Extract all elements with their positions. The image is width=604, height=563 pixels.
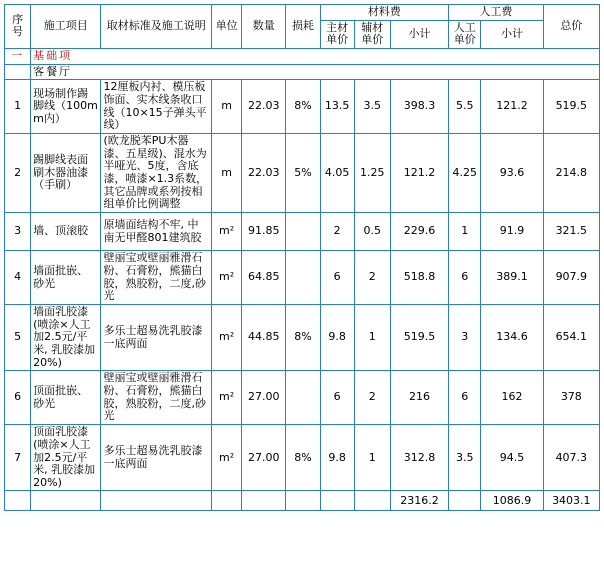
row-aux-price: 0.5 xyxy=(354,213,390,251)
row-main-price: 2 xyxy=(320,213,354,251)
totals-aux-price xyxy=(354,491,390,511)
row-material-subtotal: 121.2 xyxy=(390,134,448,213)
row-labor-subtotal: 389.1 xyxy=(481,251,543,305)
row-qty: 91.85 xyxy=(242,213,286,251)
row-unit: m² xyxy=(212,371,242,425)
row-aux-price: 1.25 xyxy=(354,134,390,213)
row-material-subtotal: 312.8 xyxy=(390,425,448,491)
row-loss xyxy=(286,213,320,251)
row-item: 现场制作踢脚线（100mm内） xyxy=(31,80,101,134)
row-labor-subtotal: 134.6 xyxy=(481,305,543,371)
row-seq: 6 xyxy=(5,371,31,425)
row-desc: 12厘板内衬、模压板饰面、实木线条收口线（10×15子弹头平线） xyxy=(101,80,212,134)
row-total: 519.5 xyxy=(543,80,599,134)
row-desc: 壁丽宝或壁丽雅滑石粉、石膏粉，熊猫白胶，熟胶粉，二度,砂光 xyxy=(101,371,212,425)
header-material-subtotal: 小计 xyxy=(390,20,448,48)
row-labor-subtotal: 93.6 xyxy=(481,134,543,213)
row-loss: 8% xyxy=(286,425,320,491)
row-item: 墙面乳胶漆(喷涂×人工加2.5元/平米, 乳胶漆加20%) xyxy=(31,305,101,371)
row-loss xyxy=(286,371,320,425)
row-labor-price: 5.5 xyxy=(449,80,481,134)
totals-seq xyxy=(5,491,31,511)
table-body xyxy=(5,48,600,511)
row-item: 踢脚线表面刷木器油漆（手刷） xyxy=(31,134,101,213)
row-qty: 27.00 xyxy=(242,425,286,491)
row-item: 顶面乳胶漆(喷涂×人工加2.5元/平米, 乳胶漆加20%) xyxy=(31,425,101,491)
section-title: 基础项 xyxy=(31,48,600,64)
row-material-subtotal: 518.8 xyxy=(390,251,448,305)
table-row[interactable] xyxy=(5,213,600,251)
row-aux-price: 2 xyxy=(354,371,390,425)
row-main-price: 6 xyxy=(320,251,354,305)
header-desc: 取材标准及施工说明 xyxy=(101,5,212,49)
totals-grand: 3403.1 xyxy=(543,491,599,511)
row-loss: 8% xyxy=(286,80,320,134)
subsection-row-living-dining xyxy=(5,64,600,80)
row-labor-subtotal: 162 xyxy=(481,371,543,425)
row-loss: 8% xyxy=(286,305,320,371)
row-unit: m² xyxy=(212,305,242,371)
row-main-price: 4.05 xyxy=(320,134,354,213)
header-item: 施工项目 xyxy=(31,5,101,49)
row-labor-price: 3.5 xyxy=(449,425,481,491)
subsection-number xyxy=(5,64,31,80)
row-aux-price: 2 xyxy=(354,251,390,305)
table-row[interactable] xyxy=(5,425,600,491)
row-labor-subtotal: 121.2 xyxy=(481,80,543,134)
row-labor-price: 3 xyxy=(449,305,481,371)
totals-labor: 1086.9 xyxy=(481,491,543,511)
row-aux-price: 1 xyxy=(354,425,390,491)
table-row[interactable] xyxy=(5,305,600,371)
row-seq: 1 xyxy=(5,80,31,134)
table-header xyxy=(5,5,600,49)
totals-unit xyxy=(212,491,242,511)
row-material-subtotal: 216 xyxy=(390,371,448,425)
row-total: 321.5 xyxy=(543,213,599,251)
header-row-1 xyxy=(5,5,600,21)
row-qty: 27.00 xyxy=(242,371,286,425)
row-seq: 7 xyxy=(5,425,31,491)
totals-qty xyxy=(242,491,286,511)
header-labor-price: 人工单价 xyxy=(449,20,481,48)
row-labor-price: 6 xyxy=(449,251,481,305)
row-desc: 多乐士超易洗乳胶漆一底两面 xyxy=(101,425,212,491)
row-main-price: 9.8 xyxy=(320,305,354,371)
row-item: 墙、顶滚胶 xyxy=(31,213,101,251)
table-row[interactable] xyxy=(5,251,600,305)
section-row-basic xyxy=(5,48,600,64)
row-unit: m² xyxy=(212,425,242,491)
row-desc: (欧龙脱苯PU木器漆、五星级)、混水为半哑光、5度，含底漆，喷漆×1.3系数，其它品牌或系列按相组单价比例调整 xyxy=(101,134,212,213)
row-qty: 44.85 xyxy=(242,305,286,371)
row-unit: m² xyxy=(212,213,242,251)
row-desc: 壁丽宝或壁丽雅滑石粉、石膏粉，熊猫白胶，熟胶粉，二度,砂光 xyxy=(101,251,212,305)
row-unit: m xyxy=(212,80,242,134)
table-row[interactable] xyxy=(5,80,600,134)
row-qty: 22.03 xyxy=(242,134,286,213)
subsection-title: 客餐厅 xyxy=(31,64,600,80)
row-material-subtotal: 229.6 xyxy=(390,213,448,251)
row-total: 907.9 xyxy=(543,251,599,305)
row-unit: m² xyxy=(212,251,242,305)
row-labor-price: 1 xyxy=(449,213,481,251)
totals-row xyxy=(5,491,600,511)
totals-loss xyxy=(286,491,320,511)
header-qty: 数量 xyxy=(242,5,286,49)
row-aux-price: 1 xyxy=(354,305,390,371)
header-unit: 单位 xyxy=(212,5,242,49)
table-row[interactable] xyxy=(5,134,600,213)
header-total: 总价 xyxy=(543,5,599,49)
header-group-labor: 人工费 xyxy=(449,5,543,21)
row-qty: 64.85 xyxy=(242,251,286,305)
row-desc: 原墙面结构不牢, 中南无甲醛801建筑胶 xyxy=(101,213,212,251)
totals-main-price xyxy=(320,491,354,511)
row-material-subtotal: 519.5 xyxy=(390,305,448,371)
row-main-price: 9.8 xyxy=(320,425,354,491)
row-qty: 22.03 xyxy=(242,80,286,134)
section-number: 一 xyxy=(5,48,31,64)
totals-item xyxy=(31,491,101,511)
header-seq: 序号 xyxy=(5,5,31,49)
row-total: 654.1 xyxy=(543,305,599,371)
totals-material: 2316.2 xyxy=(390,491,448,511)
row-labor-price: 6 xyxy=(449,371,481,425)
totals-labor-price xyxy=(449,491,481,511)
header-main-price: 主材单价 xyxy=(320,20,354,48)
row-desc: 多乐士超易洗乳胶漆一底两面 xyxy=(101,305,212,371)
row-item: 顶面批嵌、砂光 xyxy=(31,371,101,425)
row-total: 214.8 xyxy=(543,134,599,213)
row-seq: 5 xyxy=(5,305,31,371)
row-aux-price: 3.5 xyxy=(354,80,390,134)
row-labor-subtotal: 94.5 xyxy=(481,425,543,491)
budget-table xyxy=(4,4,600,511)
header-aux-price: 辅材单价 xyxy=(354,20,390,48)
row-main-price: 6 xyxy=(320,371,354,425)
header-loss: 损耗 xyxy=(286,5,320,49)
row-loss: 5% xyxy=(286,134,320,213)
row-labor-price: 4.25 xyxy=(449,134,481,213)
row-seq: 4 xyxy=(5,251,31,305)
row-item: 墙面批嵌、砂光 xyxy=(31,251,101,305)
table-row[interactable] xyxy=(5,371,600,425)
row-seq: 3 xyxy=(5,213,31,251)
row-total: 378 xyxy=(543,371,599,425)
totals-desc xyxy=(101,491,212,511)
row-material-subtotal: 398.3 xyxy=(390,80,448,134)
row-labor-subtotal: 91.9 xyxy=(481,213,543,251)
row-seq: 2 xyxy=(5,134,31,213)
header-labor-subtotal: 小计 xyxy=(481,20,543,48)
row-total: 407.3 xyxy=(543,425,599,491)
header-group-material: 材料费 xyxy=(320,5,449,21)
row-unit: m xyxy=(212,134,242,213)
row-main-price: 13.5 xyxy=(320,80,354,134)
row-loss xyxy=(286,251,320,305)
